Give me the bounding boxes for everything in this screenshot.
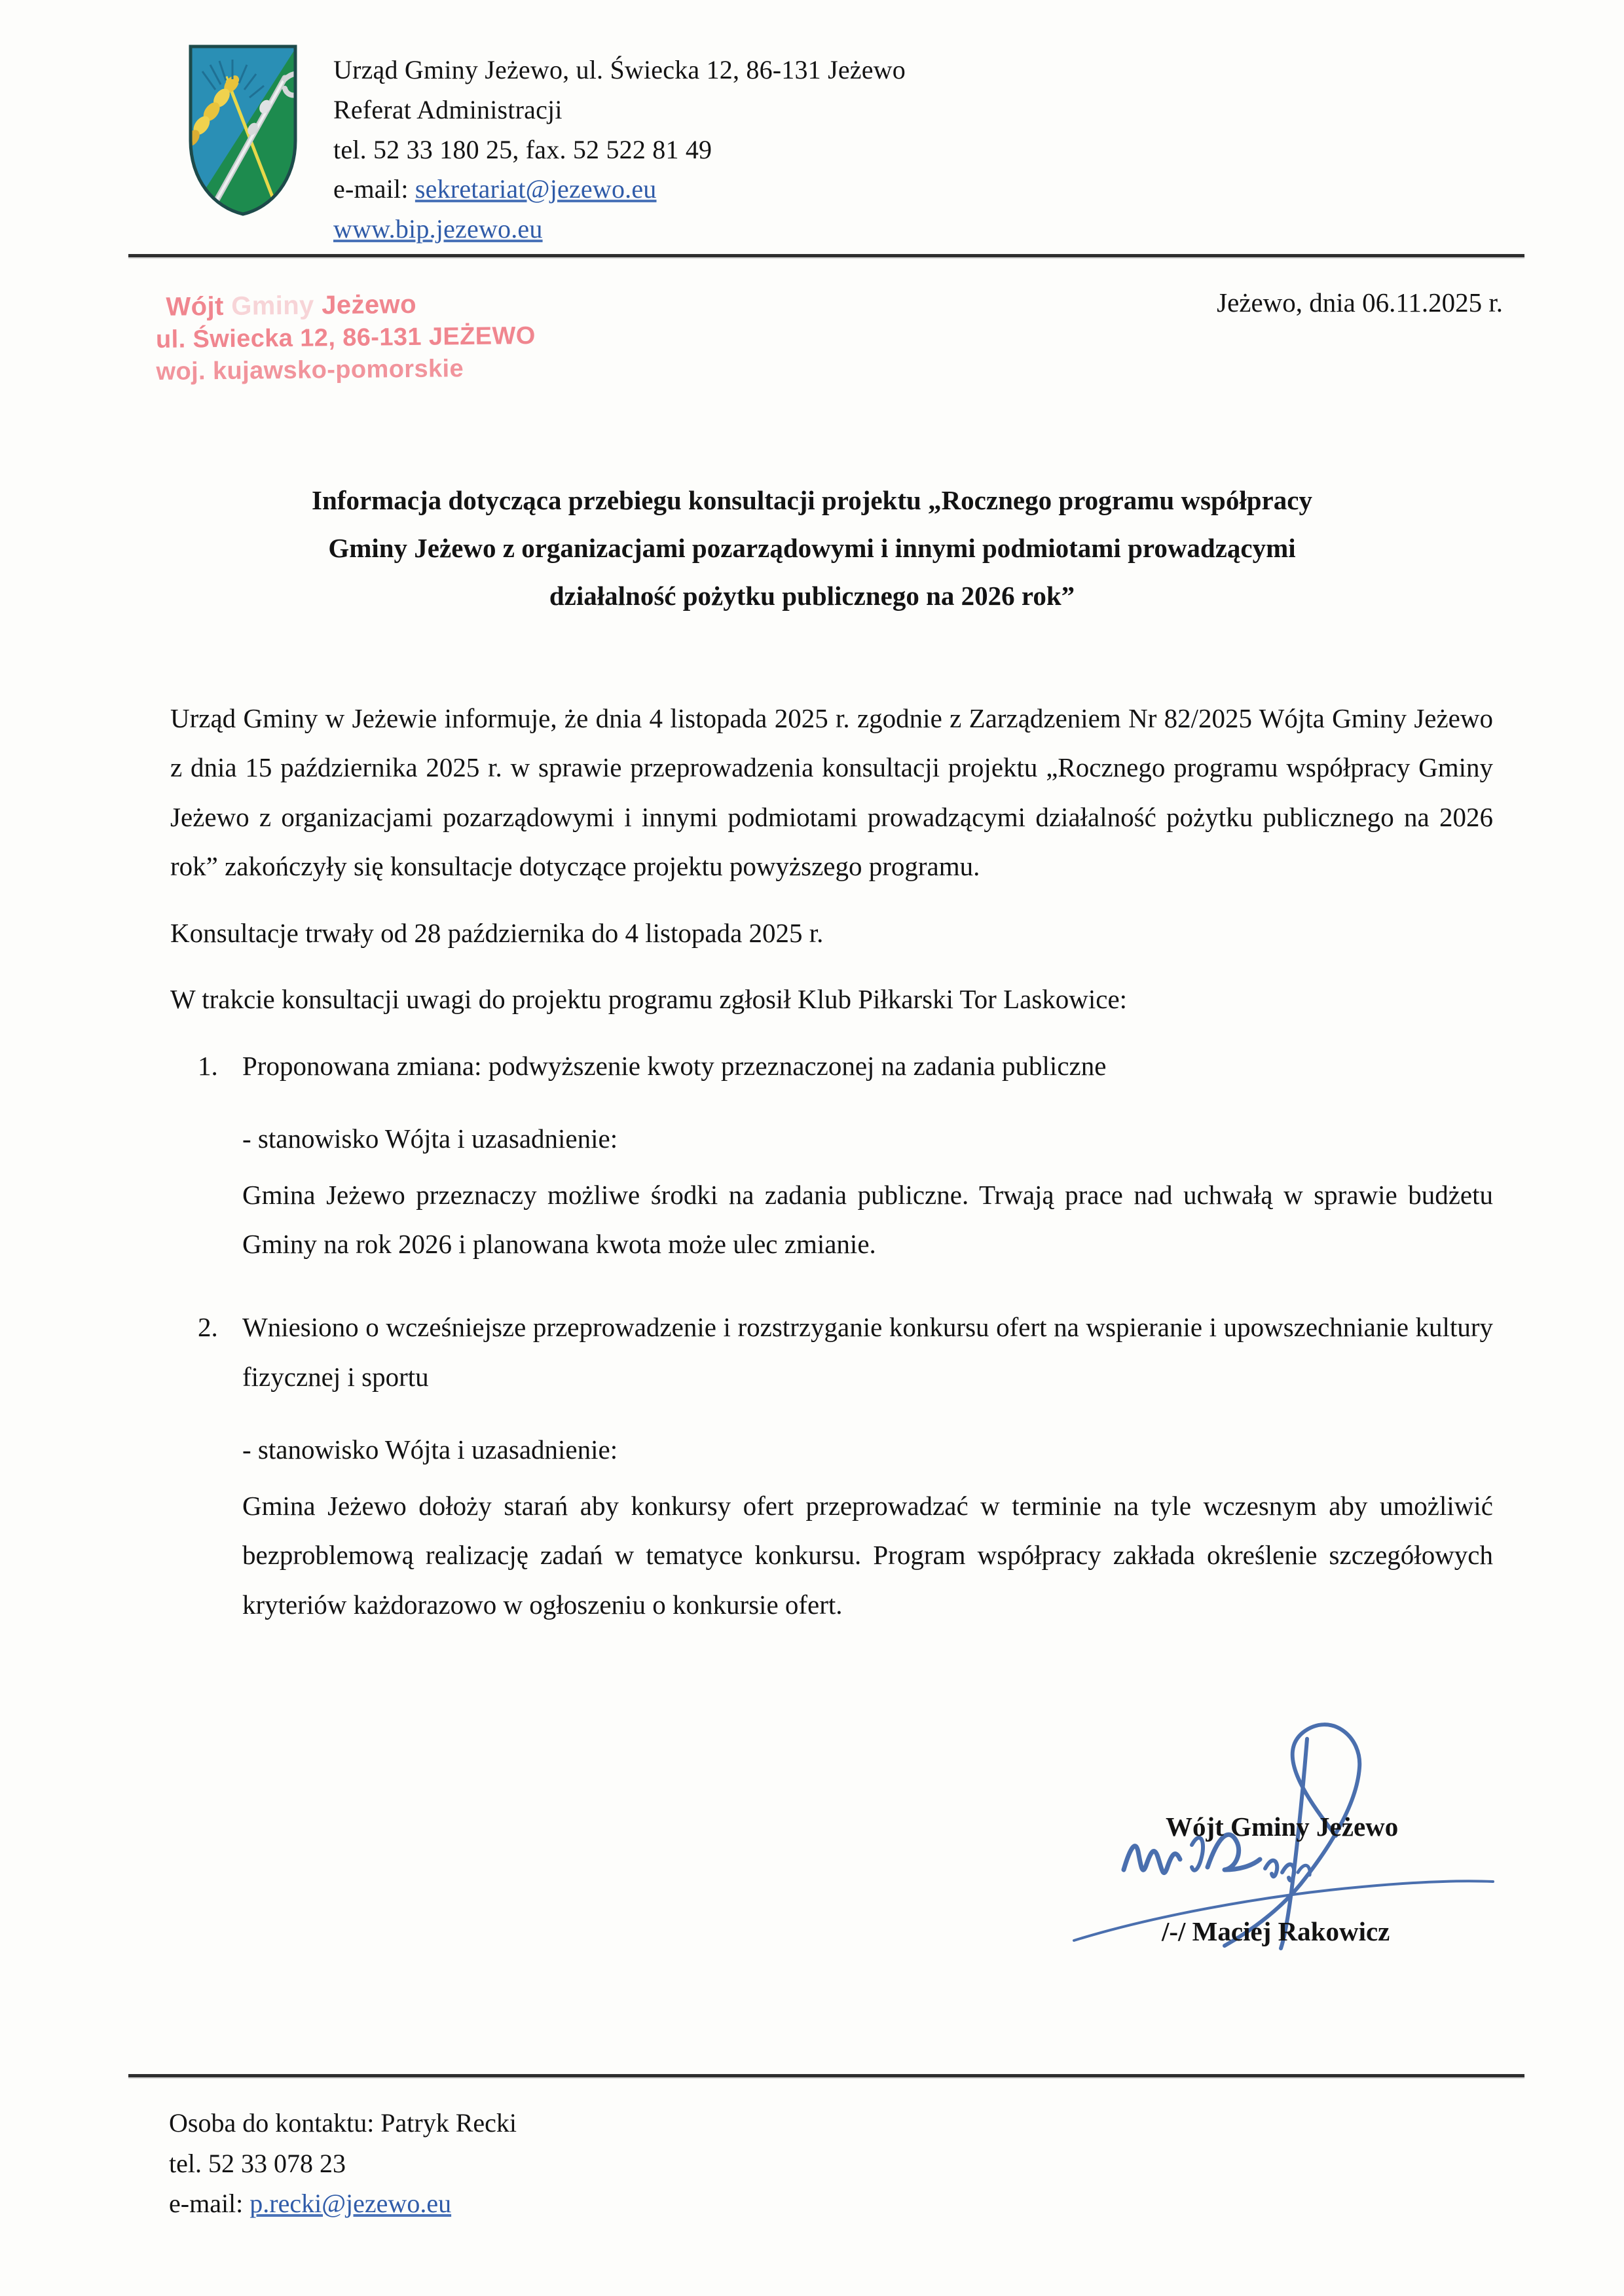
header-divider <box>128 254 1524 257</box>
contact-person: Osoba do kontaktu: Patryk Recki <box>169 2108 517 2138</box>
office-phone-line: tel. 52 33 180 25, fax. 52 522 81 49 <box>333 134 712 164</box>
body-paragraph-3: W trakcie konsultacji uwagi do projektu programu zgłosił Klub Piłkarski Tor Laskowice: <box>170 984 1128 1015</box>
document-date: Jeżewo, dnia 06.11.2025 r. <box>1217 287 1503 318</box>
list-item <box>170 1042 1493 1269</box>
list-gap <box>170 1273 1493 1303</box>
stamp-line-2: ul. Świecka 12, 86-131 JEŻEWO <box>155 321 536 354</box>
list-item-sub-body: Gmina Jeżewo dołoży starań aby konkursy ofert przeprowadzać w terminie na tyle wczesnym aby umożliwić bezproblemową realizację zadań w tematyce konkursu. Program współpracy zakłada określenie szczegółowych kryteriów każdorazowo w ogłoszeniu o konkursie ofert. <box>242 1490 1493 1620</box>
office-website-line <box>333 210 906 249</box>
stamp-line-1 <box>155 286 535 324</box>
stamp-line-1-c: Jeżewo <box>314 289 417 320</box>
document-title <box>190 477 1434 620</box>
list-item <box>170 1303 1493 1630</box>
email-label: e-mail: <box>333 174 415 204</box>
title-line-1: Informacja dotycząca przebiegu konsultacji projektu „Rocznego programu współpracy <box>312 485 1312 515</box>
signature-name: /-/ Maciej Rakowicz <box>1162 1916 1390 1946</box>
office-address-line: Urząd Gminy Jeżewo, ul. Świecka 12, 86-131 Jeżewo <box>333 55 906 84</box>
office-department-line: Referat Administracji <box>333 94 563 124</box>
contact-email-line <box>169 2183 517 2224</box>
remarks-list <box>170 1042 1493 1630</box>
list-item-sub-body: Gmina Jeżewo przeznaczy możliwe środki na zadania publiczne. Trwają prace nad uchwałą w sprawie budżetu Gminy na rok 2026 i planowana kwota może ulec zmianie. <box>242 1179 1493 1259</box>
signature-block <box>1074 1728 1532 1944</box>
list-marker: 2. <box>198 1312 218 1343</box>
contact-email-link[interactable]: p.recki@jezewo.eu <box>249 2189 452 2219</box>
signature-title: Wójt Gminy Jeżewo <box>1166 1812 1399 1842</box>
stamp-line-3: woj. kujawsko-pomorskie <box>156 355 464 386</box>
list-item-sub-label: - stanowisko Wójta i uzasadnienie: <box>242 1434 618 1465</box>
footer-divider <box>128 2074 1524 2077</box>
list-item-heading: Wniesiono o wcześniejsze przeprowadzenie i rozstrzyganie konkursu ofert na wspieranie i upowszechnianie kultury fizycznej i sportu <box>242 1312 1493 1392</box>
list-marker: 1. <box>198 1050 218 1081</box>
website-link[interactable]: www.bip.jezewo.eu <box>333 214 543 244</box>
list-item-sub-label: - stanowisko Wójta i uzasadnienie: <box>242 1123 618 1154</box>
footer-contact <box>169 2103 517 2224</box>
coat-of-arms-icon <box>187 43 299 218</box>
office-email-line <box>333 170 906 210</box>
document-body <box>170 694 1493 1633</box>
stamp-line-1-a: Wójt <box>166 291 232 321</box>
office-stamp <box>155 286 536 389</box>
body-paragraph-1: Urząd Gminy w Jeżewie informuje, że dnia 4 listopada 2025 r. zgodnie z Zarządzeniem Nr 82/2025 Wójta Gminy Jeżewo z dnia 15 października 2025 r. w sprawie przeprowadzenia konsultacji projektu „Rocznego programu współpracy Gminy Jeżewo z organizacjami pozarządowymi i innymi podmiotami prowadzącymi działalność pożytku publicznego na 2026 rok” zakończyły się konsultacje dotyczące projektu powyższego programu. <box>170 703 1493 882</box>
title-line-3: działalność pożytku publicznego na 2026 rok” <box>549 580 1075 611</box>
letterhead-text <box>333 36 906 249</box>
letterhead <box>187 36 906 249</box>
stamp-line-1-b: Gminy <box>231 291 314 321</box>
title-line-2: Gminy Jeżewo z organizacjami pozarządowymi i innymi podmiotami prowadzącymi <box>328 532 1296 563</box>
email-link[interactable]: sekretariat@jezewo.eu <box>415 174 657 204</box>
contact-phone: tel. 52 33 078 23 <box>169 2148 346 2178</box>
body-paragraph-2: Konsultacje trwały od 28 października do 4 listopada 2025 r. <box>170 917 824 948</box>
contact-email-label: e-mail: <box>169 2189 250 2219</box>
list-item-heading: Proponowana zmiana: podwyższenie kwoty przeznaczonej na zadania publiczne <box>242 1050 1107 1081</box>
